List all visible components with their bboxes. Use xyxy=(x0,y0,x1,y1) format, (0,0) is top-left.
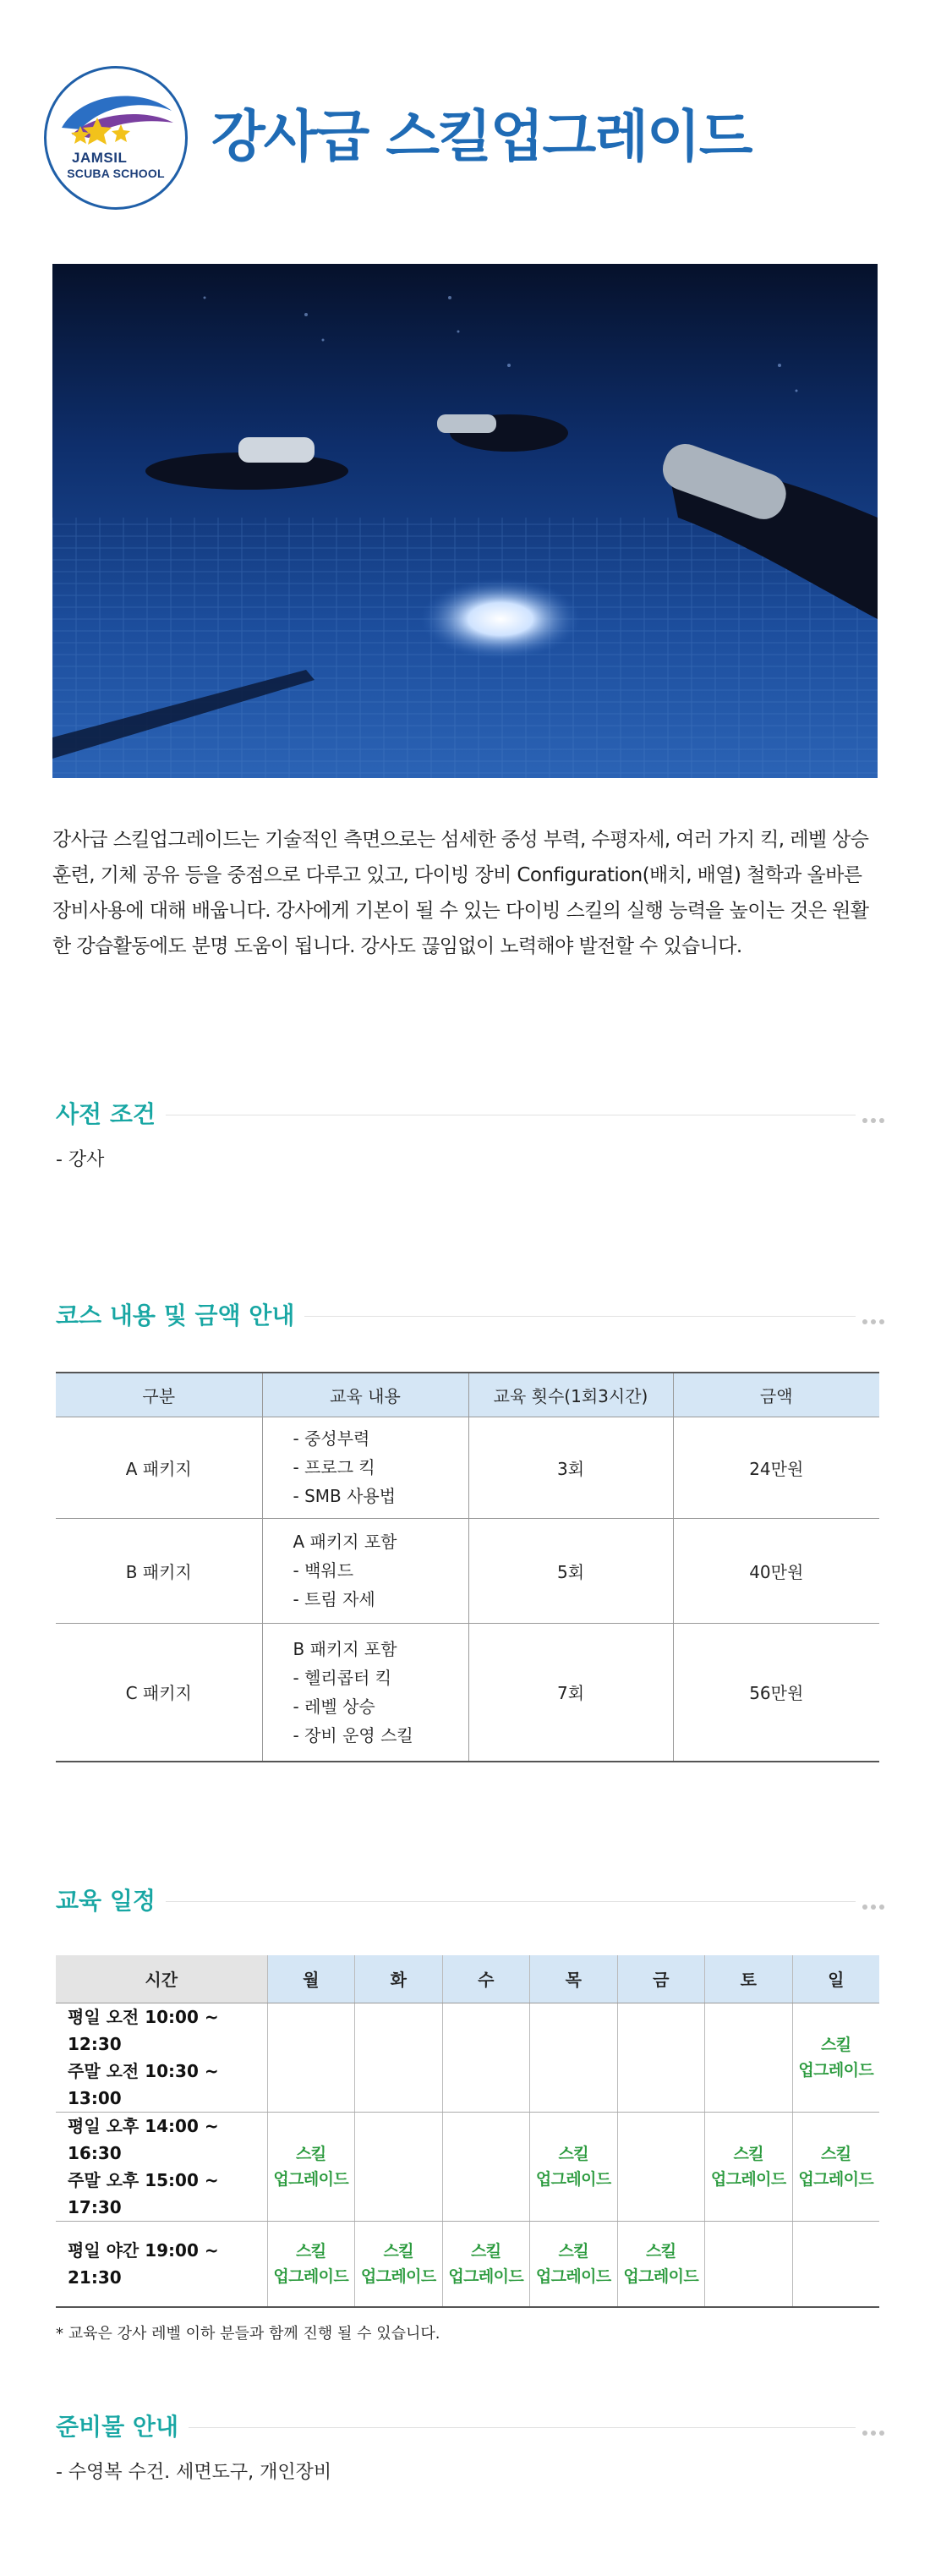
prep-body: - 수영복 수건. 세면도구, 개인장비 xyxy=(56,2462,332,2483)
schedule-slot-skill-upgrade: 스킬 업그레이드 xyxy=(355,2221,443,2307)
section-divider xyxy=(56,1901,856,1902)
table-row xyxy=(56,2003,879,2112)
prereq-section xyxy=(56,1096,884,1171)
logo-swoosh-icon xyxy=(46,69,185,207)
prep-section xyxy=(56,2409,884,2484)
schedule-time-header: 시간 xyxy=(56,1955,267,2003)
school-logo xyxy=(44,66,188,210)
table-row xyxy=(56,1518,879,1623)
ellipsis-icon xyxy=(859,1312,884,1328)
package-count: 7회 xyxy=(468,1623,673,1762)
schedule-time-cell: 평일 야간 19:00 ~ 21:30 xyxy=(56,2221,267,2307)
package-price: 24만원 xyxy=(673,1417,879,1518)
hero-underwater-image xyxy=(52,264,878,778)
schedule-slot-empty xyxy=(442,2112,530,2221)
prereq-body: - 강사 xyxy=(56,1149,105,1170)
price-table-header: 교육 내용 xyxy=(262,1373,468,1417)
course-section xyxy=(56,1297,884,1762)
day-header: 일 xyxy=(792,1955,879,2003)
schedule-slot-empty xyxy=(530,2003,618,2112)
schedule-slot-skill-upgrade: 스킬 업그레이드 xyxy=(267,2112,355,2221)
schedule-slot-skill-upgrade: 스킬 업그레이드 xyxy=(267,2221,355,2307)
day-header: 목 xyxy=(530,1955,618,2003)
package-price: 40만원 xyxy=(673,1518,879,1623)
page-title: 강사급 스킬업그레이드 xyxy=(211,104,752,169)
ellipsis-icon xyxy=(859,1897,884,1913)
package-name: C 패키지 xyxy=(56,1623,262,1762)
page-header xyxy=(44,66,889,210)
logo-text-jamsil: JAMSIL xyxy=(72,150,128,166)
prep-title: 준비물 안내 xyxy=(56,2409,189,2442)
course-title: 코스 내용 및 금액 안내 xyxy=(56,1297,304,1331)
day-header: 수 xyxy=(442,1955,530,2003)
package-name: A 패키지 xyxy=(56,1417,262,1518)
schedule-slot-skill-upgrade: 스킬 업그레이드 xyxy=(442,2221,530,2307)
schedule-slot-empty xyxy=(617,2003,705,2112)
schedule-section xyxy=(56,1883,884,2343)
schedule-slot-empty xyxy=(705,2003,793,2112)
prereq-title: 사전 조건 xyxy=(56,1096,166,1130)
table-row xyxy=(56,2221,879,2307)
schedule-slot-skill-upgrade: 스킬 업그레이드 xyxy=(792,2003,879,2112)
table-row xyxy=(56,1623,879,1762)
schedule-title: 교육 일정 xyxy=(56,1883,166,1916)
schedule-slot-skill-upgrade: 스킬 업그레이드 xyxy=(530,2112,618,2221)
package-price: 56만원 xyxy=(673,1623,879,1762)
ellipsis-icon xyxy=(859,2423,884,2439)
package-content: A 패키지 포함 - 백워드 - 트림 자세 xyxy=(262,1518,468,1623)
schedule-time-cell: 평일 오후 14:00 ~ 16:30 주말 오후 15:00 ~ 17:30 xyxy=(56,2112,267,2221)
table-row xyxy=(56,2112,879,2221)
schedule-slot-empty xyxy=(355,2003,443,2112)
schedule-slot-skill-upgrade: 스킬 업그레이드 xyxy=(530,2221,618,2307)
schedule-slot-skill-upgrade: 스킬 업그레이드 xyxy=(617,2221,705,2307)
schedule-slot-skill-upgrade: 스킬 업그레이드 xyxy=(705,2112,793,2221)
schedule-slot-empty xyxy=(792,2221,879,2307)
schedule-slot-empty xyxy=(267,2003,355,2112)
package-name: B 패키지 xyxy=(56,1518,262,1623)
schedule-slot-empty xyxy=(705,2221,793,2307)
day-header: 토 xyxy=(705,1955,793,2003)
price-table xyxy=(56,1372,879,1762)
price-table-header: 구분 xyxy=(56,1373,262,1417)
schedule-slot-empty xyxy=(442,2003,530,2112)
intro-paragraph: 강사급 스킬업그레이드는 기술적인 측면으로는 섬세한 중성 부력, 수평자세, 여러 가지 킥, 레벨 상승 훈련, 기체 공유 등을 중점으로 다루고 있고, 다이빙 장비 Configuration(배치, 배열) 철학과 올바른 장비사용에 대해 배웁니다. 강사에게 기본이 될 수 있는 다이빙 스킬의 실행 능력을 높이는 것은 원활한 강습활동에도 분명 도움이 됩니다. 강사도 끊임없이 노력해야 발전할 수 있습니다. xyxy=(52,829,869,957)
price-table-header: 교육 횟수(1회3시간) xyxy=(468,1373,673,1417)
package-content: - 중성부력 - 프로그 킥 - SMB 사용법 xyxy=(262,1417,468,1518)
table-row xyxy=(56,1417,879,1518)
schedule-slot-empty xyxy=(355,2112,443,2221)
package-count: 3회 xyxy=(468,1417,673,1518)
schedule-table xyxy=(56,1955,879,2308)
schedule-time-cell: 평일 오전 10:00 ~ 12:30 주말 오전 10:30 ~ 13:00 xyxy=(56,2003,267,2112)
schedule-note: * 교육은 강사 레벨 이하 분들과 함께 진행 될 수 있습니다. xyxy=(56,2325,440,2343)
schedule-slot-skill-upgrade: 스킬 업그레이드 xyxy=(792,2112,879,2221)
package-count: 5회 xyxy=(468,1518,673,1623)
logo-text-scuba-school: SCUBA SCHOOL xyxy=(67,167,165,180)
day-header: 월 xyxy=(267,1955,355,2003)
schedule-slot-empty xyxy=(617,2112,705,2221)
ellipsis-icon xyxy=(859,1110,884,1126)
day-header: 화 xyxy=(355,1955,443,2003)
day-header: 금 xyxy=(617,1955,705,2003)
price-table-header: 금액 xyxy=(673,1373,879,1417)
package-content: B 패키지 포함 - 헬리콥터 킥 - 레벨 상승 - 장비 운영 스킬 xyxy=(262,1623,468,1762)
